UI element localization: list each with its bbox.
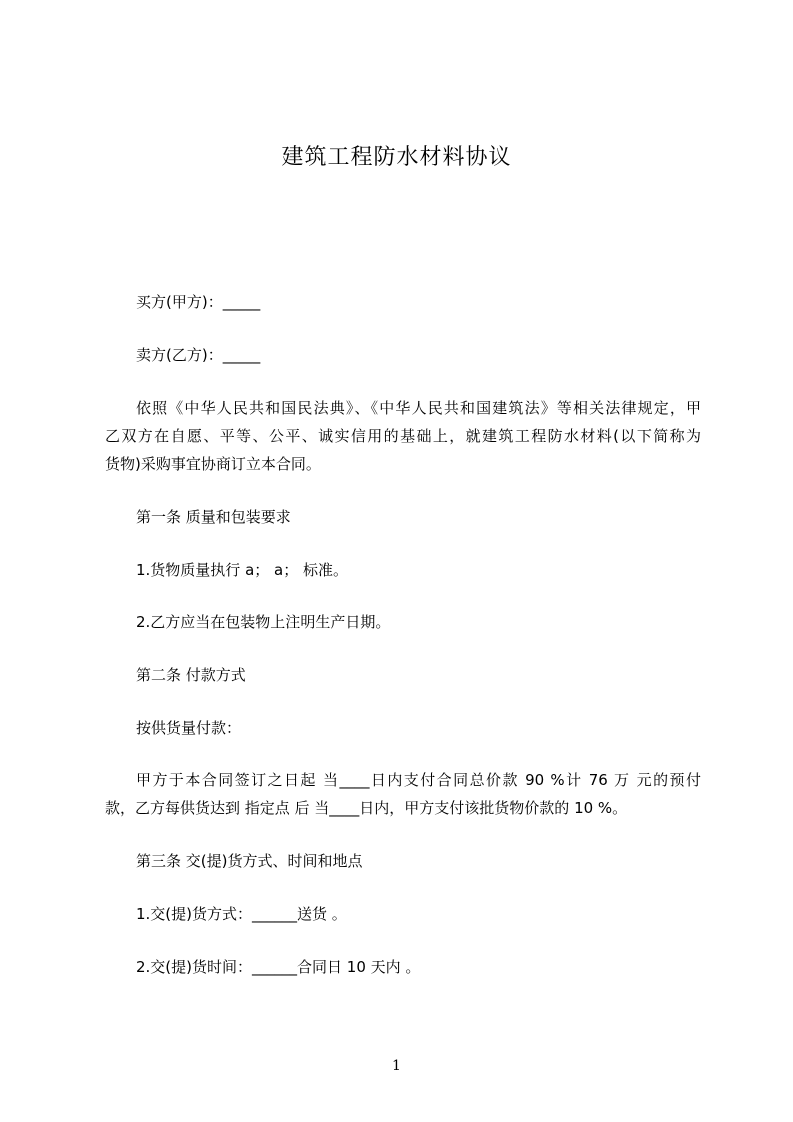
article-3-item-2: 2.交(提)货时间：______合同日 10 天内 。: [136, 958, 421, 976]
page-number: 1: [392, 1058, 401, 1074]
article-3-heading: 第三条 交(提)货方式、时间和地点: [136, 852, 363, 870]
article-2-line-2: 款，乙方每供货达到 指定点 后 当____日内，甲方支付该批货物价款的 10 %。: [105, 799, 628, 817]
article-1-item-1: 1.货物质量执行 a； a； 标准。: [136, 561, 349, 579]
article-2-heading: 第二条 付款方式: [136, 666, 246, 684]
article-1-heading: 第一条 质量和包装要求: [136, 508, 291, 526]
document-title: 建筑工程防水材料协议: [281, 145, 512, 170]
intro-line-1: 依照《中华人民共和国民法典》、《中华人民共和国建筑法》等相关法律规定，甲: [136, 399, 701, 417]
buyer-line: 买方(甲方)：_____: [136, 293, 261, 311]
article-1-item-2: 2.乙方应当在包装物上注明生产日期。: [136, 613, 391, 631]
intro-line-3: 货物)采购事宜协商订立本合同。: [105, 455, 321, 473]
article-2-line-1: 甲方于本合同签订之日起 当____日内支付合同总价款 90 %计 76 万 元的预付: [136, 771, 701, 789]
article-2-method: 按供货量付款：: [136, 719, 242, 737]
seller-line: 卖方(乙方)：_____: [136, 346, 261, 364]
article-3-item-1: 1.交(提)货方式：______送货 。: [136, 905, 347, 923]
intro-line-2: 乙双方在自愿、平等、公平、诚实信用的基础上，就建筑工程防水材料(以下简称为: [105, 427, 701, 445]
